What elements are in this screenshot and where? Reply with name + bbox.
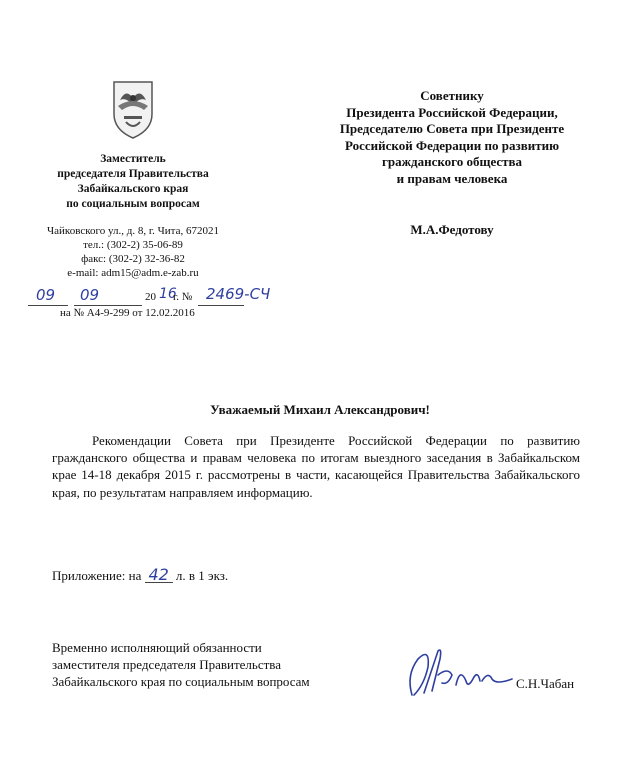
addressee-line: и правам человека xyxy=(396,170,508,186)
signatory-title xyxy=(52,639,392,690)
attachment-line xyxy=(52,565,229,584)
day-underline xyxy=(28,305,68,306)
signatory-title-line: заместителя председателя Правительства xyxy=(52,657,282,672)
addressee-line: Президента Российской Федерации, xyxy=(346,104,558,120)
attachment-prefix: Приложение: на xyxy=(52,568,142,583)
sender-block xyxy=(20,152,246,212)
addressee-line: Председателю Совета при Президенте xyxy=(339,121,565,136)
handwritten-signature xyxy=(404,645,516,701)
outgoing-year: 16 xyxy=(159,286,177,302)
outgoing-date-line xyxy=(28,285,271,306)
signatory-title-line: Временно исполняющий обязанности xyxy=(52,640,262,655)
sender-line: по социальным вопросам xyxy=(66,198,200,210)
outgoing-month: 09 xyxy=(80,286,100,304)
addressee-line: Советнику xyxy=(420,88,484,103)
sender-line: Заместитель xyxy=(100,153,166,165)
signer-name: С.Н.Чабан xyxy=(516,676,575,691)
salutation: Уважаемый Михаил Александрович! xyxy=(210,402,430,417)
fax-line: факс: (302-2) 32-36-82 xyxy=(81,253,185,265)
reference-line: на № А4-9-299 от 12.02.2016 xyxy=(60,307,195,319)
number-underline xyxy=(198,305,244,306)
addressee-name: М.А.Федотову xyxy=(410,222,494,237)
sender-line: председателя Правительства xyxy=(57,168,209,180)
attachment-pages: 42 xyxy=(145,568,173,583)
addressee-line: гражданского общества xyxy=(381,154,523,169)
outgoing-number: 2469-СЧ xyxy=(206,285,271,303)
sender-line: Забайкальского края xyxy=(77,183,189,195)
outgoing-year-prefix: 20 xyxy=(145,291,156,303)
address-line: Чайковского ул., д. 8, г. Чита, 672021 xyxy=(47,225,219,237)
outgoing-day: 09 xyxy=(36,286,56,304)
attachment-suffix: л. в 1 экз. xyxy=(175,568,229,583)
letter-body: Рекомендации Совета при Президенте Российской Федерации по развитию гражданского общества и правам человека по итогам выездного заседания в Забайкальском крае 14-18 декабря 2015 г. рассмотрены в части, касающейся Правительства Забайкальского края, по результатам направляем информацию. xyxy=(52,433,580,500)
addressee-block xyxy=(292,88,612,187)
addressee-line: Российской Федерации по развитию xyxy=(344,137,560,153)
signatory-title-line: Забайкальского края по социальным вопросам xyxy=(52,674,310,689)
outgoing-number-label: г. № xyxy=(173,291,193,303)
phone-line: тел.: (302-2) 35-06-89 xyxy=(83,239,183,251)
month-underline xyxy=(74,305,142,306)
contact-block xyxy=(20,224,246,280)
coat-of-arms-icon xyxy=(110,78,156,140)
email-line: e-mail: adm15@adm.e-zab.ru xyxy=(67,267,199,279)
